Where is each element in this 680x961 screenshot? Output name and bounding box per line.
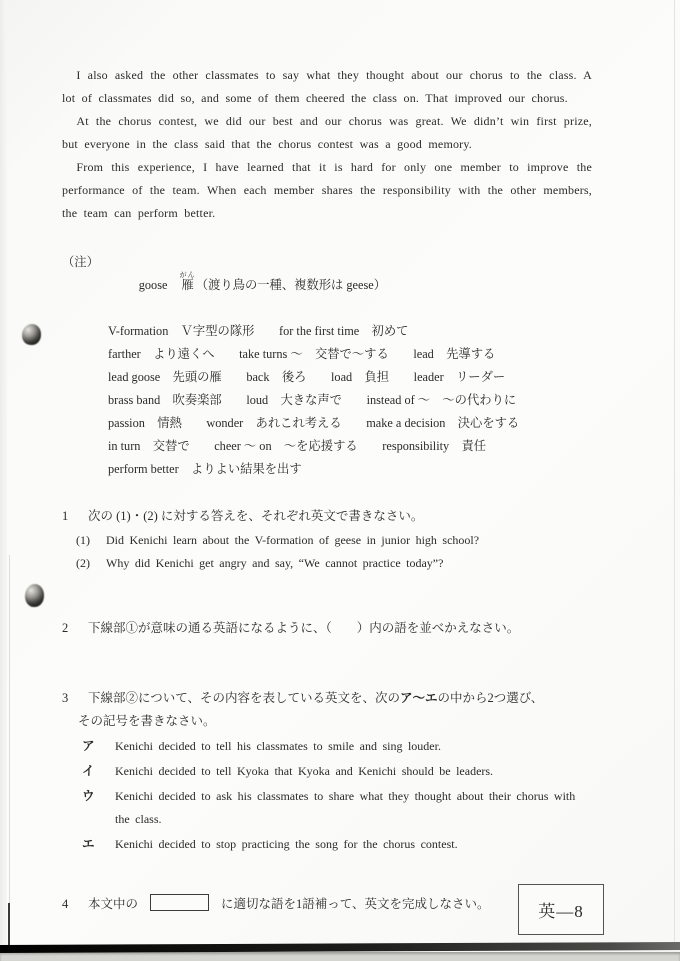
question-text xyxy=(88,893,592,916)
question-4 xyxy=(62,893,592,916)
scan-left-edge xyxy=(0,0,7,961)
passage-paragraph: At the chorus contest, we did our best and our chorus was great. We didn’t win first prize, but everyone in the class said that the chorus contest was a good memory. xyxy=(62,114,592,151)
question-number: 2 xyxy=(62,621,69,635)
item-text: Why did Kenichi get angry and say, “We cannot practice today”? xyxy=(106,556,444,570)
item-text: Did Kenichi learn about the V-formation of geese in junior high school? xyxy=(106,533,480,547)
note-line: passion 情熱 wonder あれこれ考える make a decision 決心をする xyxy=(108,416,520,430)
question-3-choices xyxy=(82,735,592,856)
note-line: in turn 交替で cheer ～ on ～を応援する responsibility 責任 xyxy=(108,439,487,453)
question-number: 3 xyxy=(62,691,69,705)
note-line: farther より遠くへ take turns ～ 交替で～する lead 先導する xyxy=(108,347,496,361)
question-3-head xyxy=(62,687,592,710)
choice-text: Kenichi decided to tell his classmates to smile and sing louder. xyxy=(115,739,441,753)
q4-text-before: 本文中の xyxy=(88,897,139,911)
note-line: brass band 吹奏楽部 loud 大きな声で instead of ～ ～の代わりに xyxy=(108,393,517,407)
q4-text-after: に適切な語を1語補って、英文を完成しなさい。 xyxy=(221,897,490,911)
question-1-item xyxy=(76,529,592,552)
question-text: 次の (1)・(2) に対する答えを、それぞれ英文で書きなさい。 xyxy=(88,509,424,523)
notes-body xyxy=(108,251,592,481)
q3-text-after: の中から2つ選び、 xyxy=(437,691,544,705)
scan-corner-mark xyxy=(8,903,10,947)
choice-row xyxy=(82,735,592,758)
choice-marker: ア xyxy=(82,739,95,753)
question-1-head xyxy=(62,505,592,528)
choice-marker: エ xyxy=(82,837,95,851)
note-goose-rest: （渡り鳥の一種、複数形は geese） xyxy=(195,278,387,292)
reading-passage xyxy=(62,64,592,225)
page-content xyxy=(62,64,592,916)
question-1-item xyxy=(76,552,592,575)
scan-right-edge xyxy=(674,0,675,945)
choice-text: Kenichi decided to tell Kyoka that Kyoka and Kenichi should be leaders. xyxy=(115,764,494,778)
page-number-label: 英―8 xyxy=(538,902,584,921)
choice-marker: イ xyxy=(82,764,95,778)
note-line-goose xyxy=(108,251,592,320)
choice-marker: ウ xyxy=(82,789,95,803)
vocabulary-notes xyxy=(62,251,592,481)
fill-in-blank-box xyxy=(150,894,209,911)
scan-bottom-edge xyxy=(0,942,680,961)
notes-label: （注） xyxy=(62,255,99,269)
question-1-items xyxy=(76,529,592,575)
question-text xyxy=(88,687,592,710)
note-line: V-formation Ｖ字型の隊形 for the first time 初めて xyxy=(108,324,409,338)
question-3 xyxy=(62,687,592,856)
q3-choice-range: ア～エ xyxy=(400,691,438,705)
note-line: perform better よりよい結果を出す xyxy=(108,462,302,476)
scan-left-crease xyxy=(9,555,10,945)
question-1 xyxy=(62,505,592,575)
passage-paragraph: From this experience, I have learned that it is hard for only one member to improve the performance of the team. When each member shares the responsibility with the other members, the team can perform better. xyxy=(62,160,592,220)
note-goose-word: goose xyxy=(138,278,168,292)
note-goose-ruby: 雁がん xyxy=(179,271,196,292)
passage-paragraph: I also asked the other classmates to say what they thought about our chorus to the class. A lot of classmates did so, and some of them cheered the class on. That improved our chorus. xyxy=(62,68,592,105)
choice-row xyxy=(82,833,592,856)
choice-text: Kenichi decided to stop practicing the song for the chorus contest. xyxy=(115,837,458,851)
choice-row xyxy=(82,760,592,783)
choice-row xyxy=(82,785,592,831)
q3-text-before: 下線部②について、その内容を表している英文を、次の xyxy=(88,691,401,705)
choice-text: Kenichi decided to ask his classmates to share what they thought about their chorus with the class. xyxy=(115,789,576,826)
question-4-head xyxy=(62,893,592,916)
question-2 xyxy=(62,617,592,640)
question-2-head xyxy=(62,617,592,640)
question-text-line2: その記号を書きなさい。 xyxy=(78,714,216,728)
question-text: 下線部①が意味の通る英語になるように、（ ）内の語を並べかえなさい。 xyxy=(88,621,520,635)
note-line: lead goose 先頭の雁 back 後ろ load 負担 leader リーダー xyxy=(108,370,506,384)
punch-hole-icon xyxy=(25,584,44,607)
question-number: 1 xyxy=(62,509,69,523)
page-number-box xyxy=(518,884,604,935)
question-number: 4 xyxy=(62,897,69,911)
item-marker: (2) xyxy=(76,556,90,570)
punch-hole-icon xyxy=(22,324,41,345)
item-marker: (1) xyxy=(76,533,90,547)
